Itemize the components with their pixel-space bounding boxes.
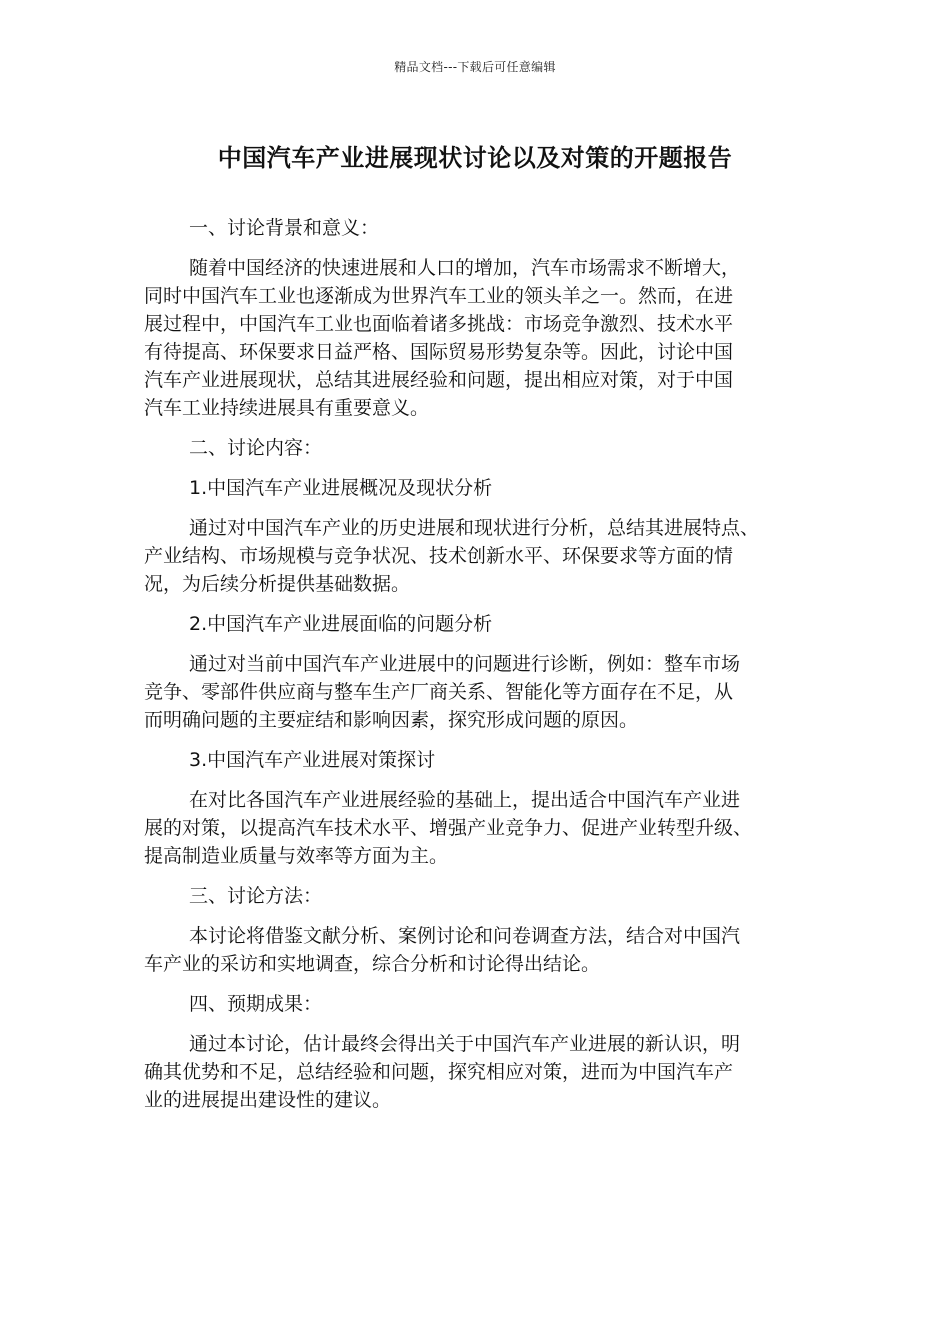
document-body xyxy=(144,214,804,1114)
paragraph-line: 汽车工业持续进展具有重要意义。 xyxy=(144,397,430,419)
subsection-heading-2: 2.中国汽车产业进展面临的问题分析 xyxy=(189,613,493,635)
paragraph-line: 而明确问题的主要症结和影响因素，探究形成问题的原因。 xyxy=(144,709,639,731)
paragraph-line: 况，为后续分析提供基础数据。 xyxy=(144,573,411,595)
paragraph-line: 竞争、零部件供应商与整车生产厂商关系、智能化等方面存在不足，从 xyxy=(144,681,734,703)
paragraph-line: 业的进展提出建设性的建议。 xyxy=(144,1089,392,1111)
document-title: 中国汽车产业进展现状讨论以及对策的开题报告 xyxy=(217,144,733,172)
paragraph-line: 有待提高、环保要求日益严格、国际贸易形势复杂等。因此，讨论中国 xyxy=(144,341,734,363)
paragraph-line: 通过本讨论，估计最终会得出关于中国汽车产业进展的新认识，明 xyxy=(189,1033,741,1055)
paragraph-line: 同时中国汽车工业也逐渐成为世界汽车工业的领头羊之一。然而，在进 xyxy=(144,285,734,307)
paragraph-line: 展过程中，中国汽车工业也面临着诸多挑战：市场竞争激烈、技术水平 xyxy=(144,313,734,335)
paragraph-line: 产业结构、市场规模与竞争状况、技术创新水平、环保要求等方面的情 xyxy=(144,545,734,567)
section-heading-background: 一、讨论背景和意义： xyxy=(189,217,380,239)
paragraph-line: 确其优势和不足，总结经验和问题，探究相应对策，进而为中国汽车产 xyxy=(144,1061,734,1083)
paragraph-line: 通过对当前中国汽车产业进展中的问题进行诊断，例如：整车市场 xyxy=(189,653,741,675)
paragraph-line: 随着中国经济的快速进展和人口的增加，汽车市场需求不断增大， xyxy=(189,257,741,279)
subsection-heading-3: 3.中国汽车产业进展对策探讨 xyxy=(189,749,436,771)
subsection-heading-1: 1.中国汽车产业进展概况及现状分析 xyxy=(189,477,493,499)
section-heading-content: 二、讨论内容： xyxy=(189,437,323,459)
paragraph-line: 车产业的采访和实地调查，综合分析和讨论得出结论。 xyxy=(144,953,601,975)
paragraph-line: 在对比各国汽车产业进展经验的基础上，提出适合中国汽车产业进 xyxy=(189,789,741,811)
paragraph-line: 本讨论将借鉴文献分析、案例讨论和问卷调查方法，结合对中国汽 xyxy=(189,925,741,947)
paragraph-line: 汽车产业进展现状，总结其进展经验和问题，提出相应对策，对于中国 xyxy=(144,369,734,391)
header-note: 精品文档---下载后可任意编辑 xyxy=(394,60,556,74)
section-heading-expected-results: 四、预期成果： xyxy=(189,993,323,1015)
section-heading-methods: 三、讨论方法： xyxy=(189,885,323,907)
paragraph-line: 通过对中国汽车产业的历史进展和现状进行分析，总结其进展特点、 xyxy=(189,517,760,539)
paragraph-line: 展的对策，以提高汽车技术水平、增强产业竞争力、促进产业转型升级、 xyxy=(144,817,753,839)
paragraph-line: 提高制造业质量与效率等方面为主。 xyxy=(144,845,449,867)
